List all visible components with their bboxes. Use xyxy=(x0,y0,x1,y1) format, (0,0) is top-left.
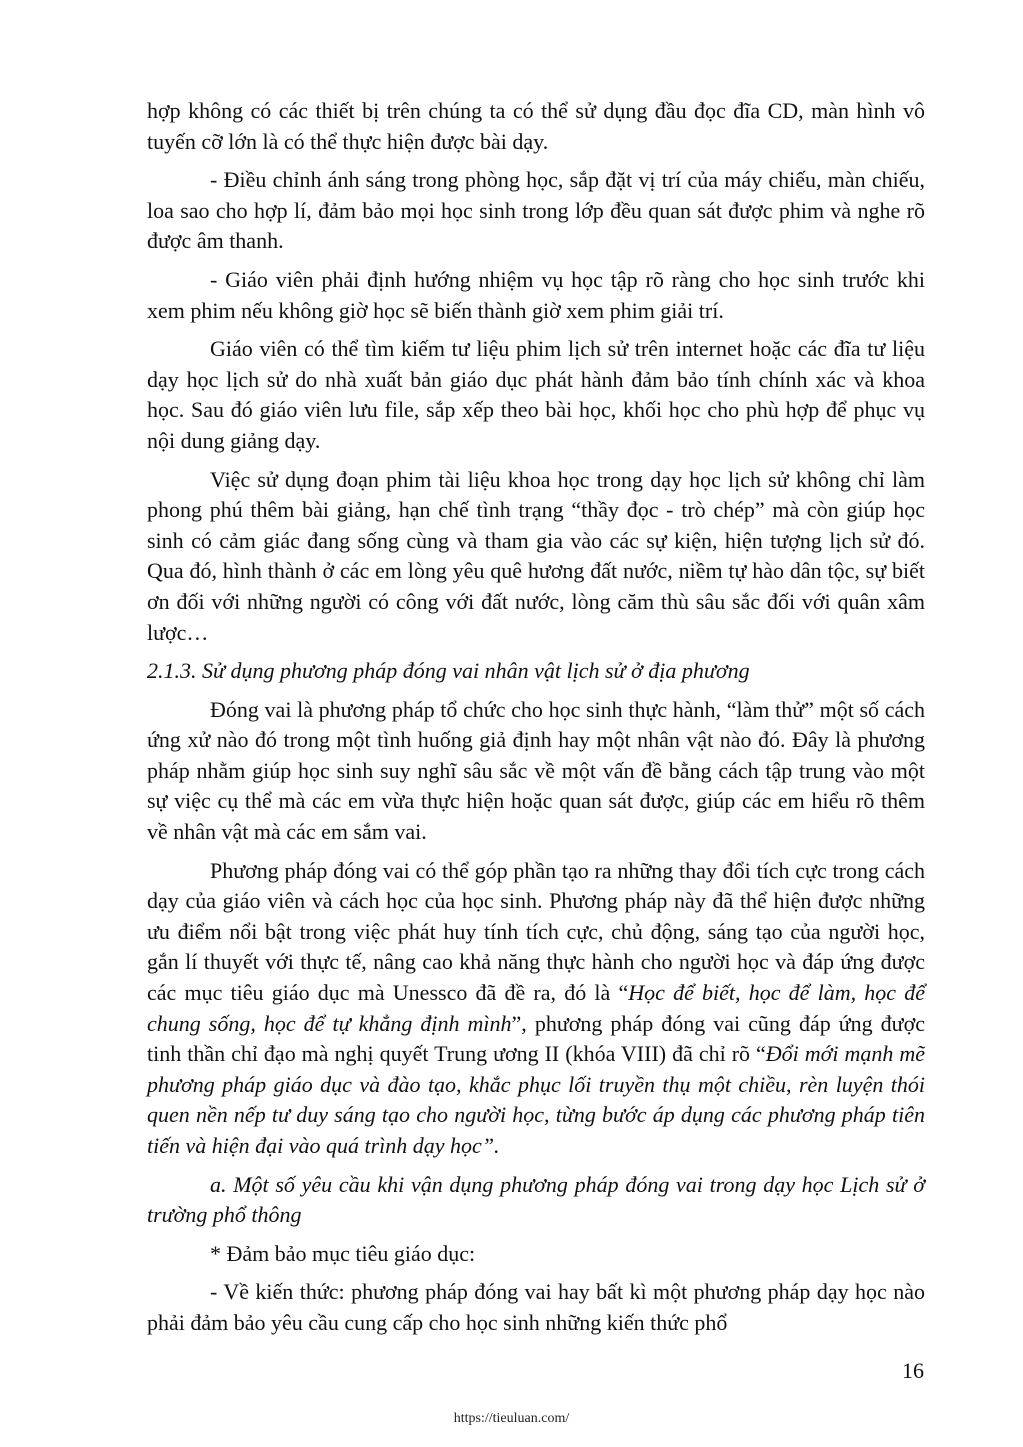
subheading-a: a. Một số yêu cầu khi vận dụng phương pháp đóng vai trong dạy học Lịch sử ở trường phổ thông xyxy=(147,1171,925,1228)
body-text xyxy=(147,96,925,1347)
paragraph-roleplay-advantages xyxy=(147,856,925,1162)
paragraph-film-benefits: Việc sử dụng đoạn phim tài liệu khoa học trong dạy học lịch sử không chỉ làm phong phú thêm bài giảng, hạn chế tình trạng “thầy đọc - trò chép” mà còn giúp học sinh có cảm giác đang sống cùng và tham gia vào các sự kiện, hiện tượng lịch sử đó. Qua đó, hình thành ở các em lòng yêu quê hương đất nước, niềm tự hào dân tộc, sự biết ơn đối với những người có công với đất nước, lòng căm thù sâu sắc đối với quân xâm lược… xyxy=(147,466,925,645)
page-number: 16 xyxy=(902,1358,924,1383)
paragraph-lighting: - Điều chỉnh ánh sáng trong phòng học, sắp đặt vị trí của máy chiếu, màn chiếu, loa sao cho hợp lí, đảm bảo mọi học sinh trong lớp đều quan sát được phim và nghe rõ được âm thanh. xyxy=(147,167,925,254)
paragraph-teacher-guidance: - Giáo viên phải định hướng nhiệm vụ học tập rõ ràng cho học sinh trước khi xem phim nếu không giờ học sẽ biến thành giờ xem phim giải trí. xyxy=(147,266,925,323)
footer-url[interactable]: https://tieuluan.com/ xyxy=(453,1411,570,1426)
section-heading-2-1-3: 2.1.3. Sử dụng phương pháp đóng vai nhân vật lịch sử ở địa phương xyxy=(147,658,750,684)
paragraph-objective: * Đảm bảo mục tiêu giáo dục: xyxy=(210,1240,476,1266)
quote-unesco: Học để biết, học để làm, học để chung sống, học để tự khẳng định mình xyxy=(147,980,926,1036)
paragraph-film-sources: Giáo viên có thể tìm kiếm tư liệu phim lịch sử trên internet hoặc các đĩa tư liệu dạy học lịch sử do nhà xuất bản giáo dục phát hành đảm bảo tính chính xác và khoa học. Sau đó giáo viên lưu file, sắp xếp theo bài học, khối học cho phù hợp để phục vụ nội dung giảng dạy. xyxy=(147,336,925,453)
quote-resolution: Đổi mới mạnh mẽ phương pháp giáo dục và đào tạo, khắc phục lối truyền thụ một chiều, rèn luyện thói quen nền nếp tư duy sáng tạo cho người học, từng bước áp dụng các phương pháp tiên tiến và hiện đại vào quá trình dạy học”. xyxy=(147,1041,926,1158)
text-segment: Phương pháp đóng vai có thể góp phần tạo ra những thay đổi tích cực trong cách dạy của giáo viên và cách học của học sinh. Phương pháp này đã thể hiện được những ưu điểm nổi bật trong việc phát huy tính tích cực, chủ động, sáng tạo của người học, gắn lí thuyết với thực tế, nâng cao khả năng thực hành cho người học và đáp ứng được các mục tiêu giáo dục mà Unessco đã đề ra, đó là “ xyxy=(147,857,925,1006)
paragraph-continuation: hợp không có các thiết bị trên chúng ta có thể sử dụng đầu đọc đĩa CD, màn hình vô tuyến cỡ lớn là có thể thực hiện được bài dạy. xyxy=(147,98,925,154)
paragraph-knowledge: - Về kiến thức: phương pháp đóng vai hay bất kì một phương pháp dạy học nào phải đảm bảo yêu cầu cung cấp cho học sinh những kiến thức phổ xyxy=(147,1279,925,1335)
text-segment: ”, phương pháp đóng vai cũng đáp ứng được tinh thần chỉ đạo mà nghị quyết Trung ương II (khóa VIII) đã chỉ rõ “ xyxy=(147,1010,926,1067)
paragraph-roleplay-definition: Đóng vai là phương pháp tổ chức cho học sinh thực hành, “làm thử” một số cách ứng xử nào đó trong một tình huống giả định hay một nhân vật nào đó. Đây là phương pháp nhằm giúp học sinh suy nghĩ sâu sắc về một vấn đề bằng cách tập trung vào một sự việc cụ thể mà các em vừa thực hiện hoặc quan sát được, giúp các em hiểu rõ thêm về nhân vật mà các em sắm vai. xyxy=(147,696,925,845)
